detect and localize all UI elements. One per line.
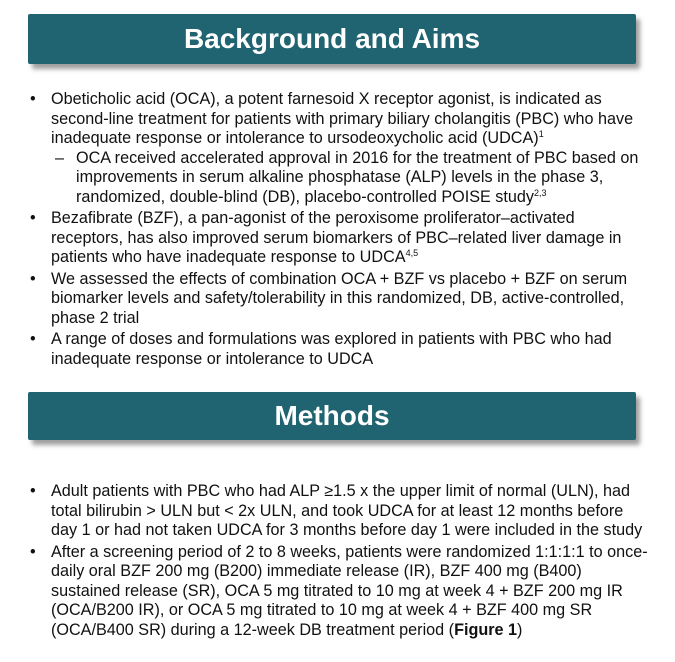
bullet-text: We assessed the effects of combination OCA + BZF vs placebo + BZF on serum biomarker levels and safety/tolerability in this randomized, DB, active-controlled, phase 2 trial — [51, 269, 628, 327]
background-bullet-list — [28, 90, 648, 371]
background-aims-title: Background and Aims — [183, 23, 481, 54]
list-item — [28, 209, 648, 268]
bullet-text: Bezafibrate (BZF), a pan-agonist of the peroxisome proliferator–activated receptors, has also improved serum biomarkers of PBC–related liver damage in patients who have inadequate response to UDCA — [51, 209, 622, 266]
reference-superscript: 4,5 — [405, 248, 419, 258]
list-item — [28, 270, 648, 329]
bullet-text: After a screening period of 2 to 8 weeks, patients were randomized 1:1:1:1 to once-daily oral BZF 200 mg (B200) immediate release (IR), BZF 400 mg (B400) sustained release (SR), OCA 5 mg titrated to 10 mg at week 4 + BZF 200 mg IR (OCA/B200 IR), or OCA 5 mg titrated to 10 mg at week 4 + BZF 400 mg SR (OCA/B400 SR) during a 12-week DB treatment period ( — [51, 542, 648, 639]
reference-superscript: 1 — [538, 129, 544, 139]
list-item — [28, 90, 648, 207]
reference-superscript: 2,3 — [534, 187, 547, 198]
sub-bullet-list — [51, 149, 648, 208]
methods-header — [28, 392, 636, 440]
list-item — [28, 482, 648, 541]
methods-bullet-list — [28, 482, 648, 642]
background-aims-header — [28, 14, 636, 64]
list-item — [28, 543, 648, 641]
bullet-text-close: ) — [517, 620, 523, 639]
list-item — [28, 330, 648, 369]
bullet-text: A range of doses and formulations was explored in patients with PBC who had inadequate response or intolerance to UDCA — [51, 330, 612, 368]
sub-bullet-text: OCA received accelerated approval in 2016 for the treatment of PBC based on improvements in serum alkaline phosphatase (ALP) levels in the phase 3, randomized, double-blind (DB), placebo-controlled POISE study — [76, 148, 639, 206]
figure-reference: Figure 1 — [454, 620, 518, 639]
sub-list-item — [51, 149, 648, 208]
methods-title: Methods — [274, 400, 390, 431]
bullet-text: Obeticholic acid (OCA), a potent farnesoid X receptor agonist, is indicated as second-line treatment for patients with primary biliary cholangitis (PBC) who have inadequate response or intolerance to ursodeoxycholic acid (UDCA) — [51, 90, 634, 147]
bullet-text: Adult patients with PBC who had ALP ≥1.5 x the upper limit of normal (ULN), had total bilirubin > ULN but < 2x ULN, and took UDCA for at least 12 months before day 1 or had not taken UDCA for 3 months before day 1 were included in the study — [51, 482, 643, 539]
